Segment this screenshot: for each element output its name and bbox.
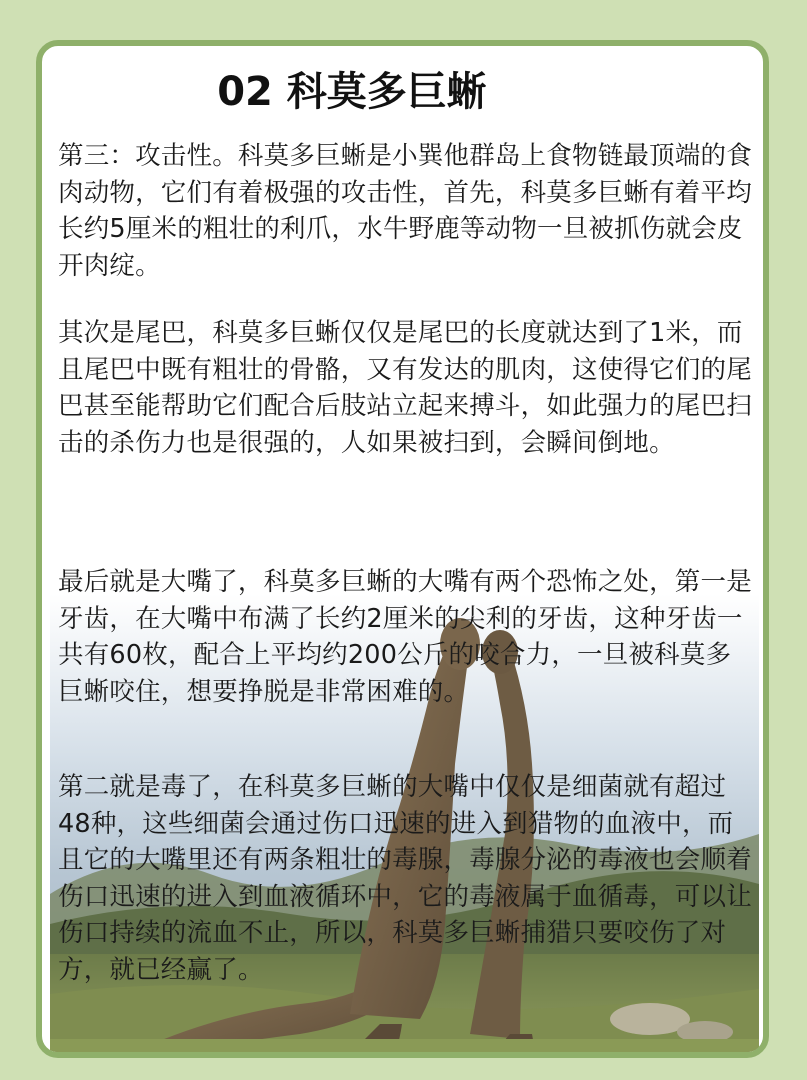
article-title: 02 科莫多巨蜥 xyxy=(217,69,487,115)
paragraph-venom: 第二就是毒了，在科莫多巨蜥的大嘴中仅仅是细菌就有超过48种，这些细菌会通过伤口迅速的进入到猎物的血液中，而且它的大嘴里还有两条粗壮的毒腺，毒腺分泌的毒液也会顺着伤口迅速的进入到血液循环中，它的毒液属于血循毒，可以让伤口持续的流血不止，所以，科莫多巨蜥捕猎只要咬伤了对方，就已经赢了。 xyxy=(58,772,752,985)
paragraph-attack: 第三：攻击性。科莫多巨蜥是小巽他群岛上食物链最顶端的食肉动物，它们有着极强的攻击性，首先，科莫多巨蜥有着平均长约5厘米的粗壮的利爪，水牛野鹿等动物一旦被抓伤就会皮开肉绽。 xyxy=(58,141,752,281)
paragraph-mouth: 最后就是大嘴了，科莫多巨蜥的大嘴有两个恐怖之处，第一是牙齿，在大嘴中布满了长约2厘米的尖利的牙齿，这种牙齿一共有60枚，配合上平均约200公斤的咬合力，一旦被科莫多巨蜥咬住，想要挣脱是非常困难的。 xyxy=(58,567,752,707)
paragraph-tail: 其次是尾巴，科莫多巨蜥仅仅是尾巴的长度就达到了1米，而且尾巴中既有粗壮的骨骼，又有发达的肌肉，这使得它们的尾巴甚至能帮助它们配合后肢站立起来搏斗，如此强力的尾巴扫击的杀伤力也是很强的，人如果被扫到，会瞬间倒地。 xyxy=(58,318,752,458)
article-card xyxy=(36,40,769,1058)
